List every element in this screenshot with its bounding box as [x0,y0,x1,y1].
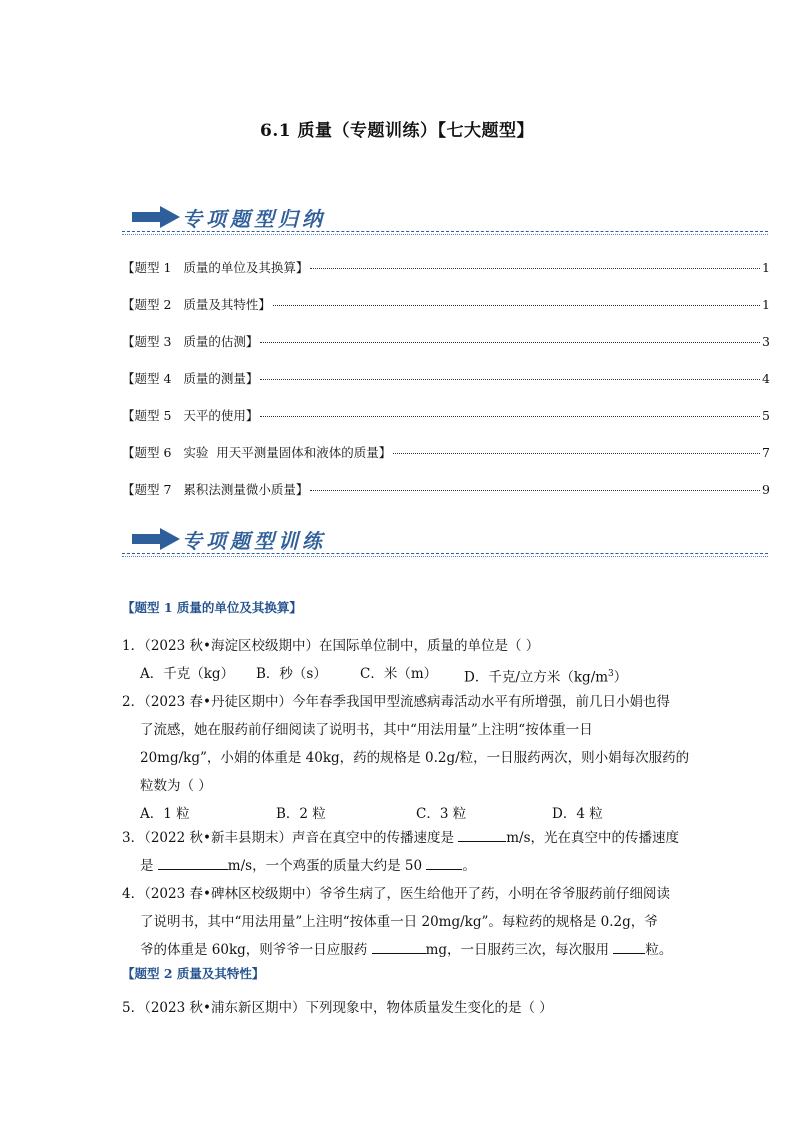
page-title: 6.1 质量（专题训练）【七大题型】 [260,121,534,141]
question-2-line-3: 20mg/kg”，小娟的体重是 40kg，药的规格是 0.2g/粒，一日服药两次，则小娟每次服药的 [140,750,690,766]
toc-entry[interactable] [122,369,770,406]
question-1-options [122,660,772,692]
toc-entry-label: 【题型 2 质量及其特性】 [122,297,271,312]
option-b: B．秒（s） [256,666,327,682]
toc-page-number: 5 [762,408,770,423]
section-training-label: 专项题型训练 [182,529,326,553]
toc-entry-label: 【题型 7 累积法测量微小质量】 [122,482,309,497]
toc-entry-label: 【题型 6 实验 用天平测量固体和液体的质量】 [122,445,392,460]
question-5-stem: 5．（2023 秋•浦东新区期中）下列现象中，物体质量发生变化的是（ ） [122,1000,553,1016]
answer-blank[interactable] [613,939,645,954]
toc-entry[interactable] [122,258,770,295]
toc-leader-dots [260,342,760,343]
toc-entry[interactable] [122,443,770,480]
question-2-line-4: 粒数为（ ） [140,778,212,794]
toc-leader-dots [273,305,760,306]
option-c: C．米（m） [360,666,438,682]
question-2 [122,688,772,828]
answer-blank[interactable] [458,827,506,842]
toc-entry-label: 【题型 4 质量的测量】 [122,371,259,386]
question-1 [122,632,772,692]
toc-leader-dots [260,416,760,417]
type1-heading: 【题型 1 质量的单位及其换算】 [122,600,302,615]
section-summary-label: 专项题型归纳 [182,207,326,231]
question-3 [122,824,772,880]
toc-entry[interactable] [122,332,770,369]
question-5 [122,994,772,1022]
toc-entry-label: 【题型 3 质量的估测】 [122,334,259,349]
type2-heading: 【题型 2 质量及其特性】 [122,966,265,981]
answer-blank[interactable] [426,855,462,870]
section-divider-secondary [122,556,768,557]
toc-leader-dots [310,490,760,491]
toc-entry[interactable] [122,406,770,443]
section-divider-secondary [122,234,768,235]
toc-page-number: 3 [762,334,770,349]
section-divider [122,231,768,232]
right-arrow-icon [132,206,180,228]
answer-blank[interactable] [158,855,228,870]
question-1-stem: 1．（2023 秋•海淀区校级期中）在国际单位制中，质量的单位是（ ） [122,638,540,654]
option-d: D．4 粒 [552,806,603,822]
question-3-line-2: 是 m/s，一个鸡蛋的质量大约是 50 。 [122,852,772,880]
toc-entry-label: 【题型 5 天平的使用】 [122,408,259,423]
question-4 [122,880,772,964]
toc-entry-label: 【题型 1 质量的单位及其换算】 [122,260,309,275]
question-2-line-2: 了流感，她在服药前仔细阅读了说明书，其中“用法用量”上注明“按体重一日 [140,722,593,738]
toc-page-number: 7 [762,445,770,460]
question-2-line-1: 2．（2023 春•丹徒区期中）今年春季我国甲型流感病毒活动水平有所增强，前几日小娟也得 [122,694,670,710]
toc-page-number: 1 [762,260,770,275]
right-arrow-icon [132,528,180,550]
table-of-contents [122,258,770,517]
toc-leader-dots [310,268,760,269]
toc-page-number: 1 [762,297,770,312]
toc-leader-dots [393,453,760,454]
toc-entry[interactable] [122,295,770,332]
option-a: A．1 粒 [140,806,190,822]
toc-page-number: 9 [762,482,770,497]
option-d: D．千克/立方米$(kg/m^3)$ [464,669,628,686]
question-4-line-1: 4．（2023 春•碑林区校级期中）爷爷生病了，医生给他开了药，小明在爷爷服药前仔细阅读 [122,886,670,902]
toc-leader-dots [260,379,760,380]
toc-page-number: 4 [762,371,770,386]
question-4-line-2: 了说明书，其中“用法用量”上注明“按体重一日 20mg/kg”。每粒药的规格是 0.2g，爷 [140,914,658,930]
option-a: A．千克（kg） [140,666,235,682]
question-4-line-3: 爷的体重是 60kg，则爷爷一日应服药 mg，一日服药三次，每次服用 粒。 [122,936,772,964]
section-training-header [122,522,768,558]
answer-blank[interactable] [372,939,426,954]
section-summary-header [122,200,768,236]
option-c: C．3 粒 [416,806,467,822]
toc-entry[interactable] [122,480,770,517]
question-3-line-1: 3．（2022 秋•新丰县期末）声音在真空中的传播速度是 m/s，光在真空中的传播速度 [122,824,772,852]
section-divider [122,553,768,554]
option-b: B．2 粒 [276,806,326,822]
